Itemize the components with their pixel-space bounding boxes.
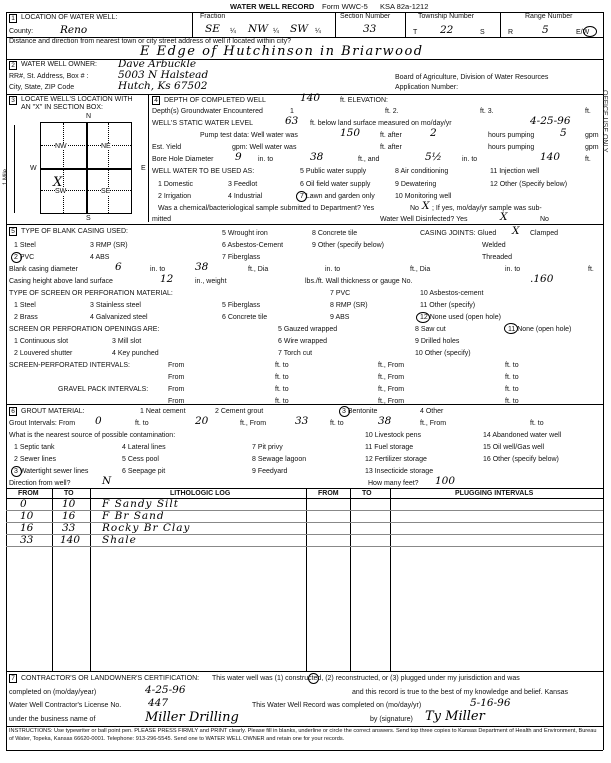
grout-from-1[interactable]: 0 [95,415,102,427]
signature-label: by (signature) [370,716,413,723]
log-header-litho: LITHOLOGIC LOG [170,490,231,497]
screen-11[interactable]: 11 Other (specify) [420,302,476,309]
bore-label: Bore Hole Diameter [152,156,214,163]
section-value[interactable]: 33 [363,23,377,35]
use-5[interactable]: 5 Public water supply [300,168,367,175]
static-date[interactable]: 4-25-96 [530,115,571,127]
source-11[interactable]: 11 Fuel storage [365,444,414,451]
address-value[interactable]: 5003 N Halstead [118,69,209,81]
address-label: RR#, St. Address, Box # : [9,73,89,80]
distance-value[interactable]: E Edge of Hutchinson in Briarwood [140,44,424,59]
log-from[interactable]: 16 [20,522,34,534]
ne-label: NE [101,143,111,150]
hours-pumping-1: hours pumping [488,132,535,139]
constructed-circle [308,673,319,684]
log-description[interactable]: F Br Sand [102,510,165,522]
township-s: S [480,29,485,36]
application-number-label: Application Number: [395,84,459,91]
log-header-to-2: TO [362,490,372,497]
direction-label: Direction from well? [9,480,71,487]
opening-1[interactable]: 1 Continuous slot [14,338,69,345]
diameter-label: Blank casing diameter [9,266,78,273]
fraction-1[interactable]: SE [205,23,220,35]
groundwater-label: Depth(s) Groundwater Encountered [152,108,263,115]
casing-9[interactable]: 9 Other (specify below) [312,242,384,249]
section-number-1: 1 [9,14,17,23]
section-number-7: 7 [9,674,17,683]
grout-4[interactable]: 4 Other [420,408,444,415]
height-label: Casing height above land surface [9,278,113,285]
log-from[interactable]: 33 [20,534,34,546]
chem-label: Was a chemical/bacteriological sample submitted to Department? Yes [158,205,375,212]
section-number-3: 3 [9,96,17,105]
openings-label: SCREEN OR PERFORATION OPENINGS ARE: [9,326,160,333]
diameter-in-to: in. to [150,266,166,273]
opening-5[interactable]: 5 Gauzed wrapped [278,326,338,333]
county-value[interactable]: Reno [60,24,88,36]
location-label: LOCATION OF WATER WELL: [21,14,118,21]
se-label: SE [101,188,111,195]
city-label: City, State, ZIP Code [9,84,75,91]
casing-6[interactable]: 6 Asbestos-Cement [222,242,284,249]
pump-hours[interactable]: 2 [430,127,437,139]
bore-ft-and: ft., and [358,156,380,163]
fraction-label: Fraction [200,13,226,20]
grout-ft-to-2: ft. to [330,420,344,427]
casing-4[interactable]: 4 ABS [90,254,110,261]
casing-7[interactable]: 7 Fiberglass [222,254,261,261]
screen-ft-to-1: ft. to [275,362,289,369]
pump-test-label: Pump test data: Well water was [200,132,298,139]
form-title: WATER WELL RECORD [230,2,315,11]
chem-no: No [410,205,419,212]
opening-6[interactable]: 6 Wire wrapped [278,338,328,345]
north-label: N [86,113,92,120]
log-header-from-2: FROM [318,490,339,497]
static-level-label: WELL'S STATIC WATER LEVEL [152,120,254,127]
log-header-from: FROM [18,490,39,497]
county-label: County: [9,28,34,35]
opening-2[interactable]: 2 Louvered shutter [14,350,73,357]
use-4[interactable]: 4 Industrial [228,193,263,200]
gravel-ft-to-4: ft. to [505,398,519,405]
casing-8[interactable]: 8 Concrete tile [312,230,358,237]
depth-value[interactable]: 140 [300,92,321,104]
chem-if: ; If yes, mo/day/yr sample was sub- [432,205,542,212]
source-6[interactable]: 6 Seepage pit [122,468,166,475]
cert-label: CONTRACTOR'S OR LANDOWNER'S CERTIFICATION: [21,675,200,682]
bore-ft: ft. [585,156,591,163]
screen-2[interactable]: 2 Brass [14,314,38,321]
record-text: This Water Well Record was completed on (mo/day/yr) [252,702,422,709]
casing-3[interactable]: 3 RMP (SR) [90,242,128,249]
threaded: Threaded [482,254,512,261]
log-to[interactable]: 10 [62,498,76,510]
grout-intervals-label: Grout Intervals: From [9,420,76,427]
disinfect-x[interactable]: X [500,211,508,223]
gw-3: ft. 3. [480,108,494,115]
gravel-ft-from-1: ft., From [378,386,405,393]
disinfect-no: No [540,216,549,223]
screen-12[interactable]: 12 None used (open hole) [420,314,501,321]
quarter-2: ¼ [273,28,279,35]
casing-5[interactable]: 5 Wrought iron [222,230,268,237]
depth-label: DEPTH OF COMPLETED WELL [164,97,266,104]
source-7[interactable]: 7 Pit privy [252,444,283,451]
completed-value[interactable]: 4-25-96 [145,684,186,696]
source-label: What is the nearest source of possible contamination: [9,432,176,439]
screen-9[interactable]: 9 ABS [330,314,350,321]
screen-1[interactable]: 1 Steel [14,302,36,309]
grout-3-circle [339,406,350,417]
use-10[interactable]: 10 Monitoring well [395,193,452,200]
cert-text: This water well was (1) constructed, (2) reconstructed, or (3) plugged under my jurisdiction and was [212,675,520,682]
section-number-6: 6 [9,407,17,416]
business-value[interactable]: Miller Drilling [145,710,239,725]
gravel-intervals-label: GRAVEL PACK INTERVALS: [58,386,149,393]
source-4[interactable]: 4 Lateral lines [122,444,166,451]
screen-12-circle [416,312,430,323]
screen-label: TYPE OF SCREEN OR PERFORATION MATERIAL: [9,290,173,297]
gravel-from-2: From [168,398,185,405]
opening-11[interactable]: 11 None (open hole) [508,326,572,333]
howmany-label: How many feet? [368,480,419,487]
casing-2[interactable]: 2 PVC [14,254,35,261]
board-label: Board of Agriculture, Division of Water Resources [395,74,549,81]
owner-value[interactable]: Dave Arbuckle [118,58,197,70]
casing-1[interactable]: 1 Steel [14,242,36,249]
disinfect-label: Water Well Disinfected? Yes [380,216,468,223]
license-value[interactable]: 447 [148,697,169,709]
direction-value[interactable]: N [102,475,112,487]
log-from[interactable]: 10 [20,510,34,522]
joints-x[interactable]: X [512,225,520,237]
range-value[interactable]: 5 [542,24,549,36]
diameter-1[interactable]: 6 [115,261,122,273]
true-text: and this record is true to the best of my knowledge and belief. Kansas [352,689,568,696]
yield-gpm-text: gpm: Well water was [232,144,297,151]
source-5[interactable]: 5 Cess pool [122,456,159,463]
license-label: Water Well Contractor's License No. [9,702,122,709]
screen-from-1: From [168,362,185,369]
diameter-ft-dia-1: ft., Dia [248,266,269,273]
use-7-circle [296,191,307,202]
source-1[interactable]: 1 Septic tank [14,444,55,451]
gravel-ft-to-3: ft. to [275,398,289,405]
section-number-5: 5 [9,227,17,236]
range-e-circle [583,26,597,37]
pump-after: ft. after [380,132,402,139]
location-mark[interactable]: X [53,175,63,190]
screen-10[interactable]: 10 Asbestos-cement [420,290,484,297]
diameter-to[interactable]: 38 [195,261,209,273]
static-level-value[interactable]: 63 [285,115,299,127]
source-15[interactable]: 15 Oil well/Gas well [483,444,545,451]
log-description[interactable]: Shale [102,534,137,546]
south-label: S [86,215,91,222]
weight-text: lbs./ft. Wall thickness or gauge No. [305,278,413,285]
section-number-4: 4 [152,96,160,105]
bore-in-to: in. to [258,156,274,163]
section-number-label: Section Number [340,13,391,20]
use-label: WELL WATER TO BE USED AS: [152,168,255,175]
yield-after: ft. after [380,144,402,151]
grout-ft-from-1: ft., From [240,420,267,427]
distance-label: Distance and direction from nearest town or city street address of well if located within city? [9,38,292,45]
log-header-to: TO [64,490,74,497]
use-8[interactable]: 8 Air conditioning [395,168,449,175]
opening-4[interactable]: 4 Key punched [112,350,159,357]
screen-4[interactable]: 4 Galvanized steel [90,314,148,321]
screen-ft-from-1: ft., From [378,362,405,369]
bore-to-2[interactable]: 140 [540,151,561,163]
fraction-3[interactable]: SW [290,23,308,35]
clamped: Clamped [530,230,559,237]
chem-x[interactable]: X [422,200,430,212]
casing-label: TYPE OF BLANK CASING USED: [21,228,128,235]
use-2[interactable]: 2 Irrigation [158,193,192,200]
grout-1[interactable]: 1 Neat cement [140,408,186,415]
source-8[interactable]: 8 Sewage lagoon [252,456,307,463]
gravel-ft-from-2: ft., From [378,398,405,405]
bore-in-to-2: in. to [462,156,478,163]
use-1[interactable]: 1 Domestic [158,181,194,188]
howmany-value[interactable]: 100 [435,475,456,487]
record-date[interactable]: 5-16-96 [470,697,511,709]
grout-label: GROUT MATERIAL: [21,408,85,415]
joints-label: CASING JOINTS: Glued [420,230,497,237]
source-2[interactable]: 2 Sewer lines [14,456,57,463]
screen-5[interactable]: 5 Fiberglass [222,302,261,309]
source-14[interactable]: 14 Abandoned water well [483,432,562,439]
hours-pumping-2: hours pumping [488,144,535,151]
source-3-circle [11,466,22,477]
use-3[interactable]: 3 Feedlot [228,181,258,188]
opening-10[interactable]: 10 Other (specify) [415,350,471,357]
gauge-value[interactable]: .160 [530,273,554,285]
gravel-from-1: From [168,386,185,393]
bore-1[interactable]: 9 [235,151,242,163]
nw-label: NW [55,143,67,150]
fraction-2[interactable]: NW [248,23,268,35]
welded: Welded [482,242,506,249]
screen-ft-to-3: ft. to [275,374,289,381]
log-header-plugging: PLUGGING INTERVALS [455,490,534,497]
screen-ft-to-4: ft. to [505,374,519,381]
height-value[interactable]: 12 [160,273,174,285]
quarter-3: ¼ [315,28,321,35]
grout-to-2[interactable]: 38 [378,415,392,427]
township-value[interactable]: 22 [440,24,454,36]
bore-to-1[interactable]: 38 [310,151,324,163]
completed-label: completed on (mo/day/year) [9,689,97,696]
grout-ft-to-1: ft. to [135,420,149,427]
range-ew: E/W [576,29,590,36]
gw-ft: ft. [585,108,591,115]
instructions-text: INSTRUCTIONS: Use typewriter or ball point pen. PLEASE PRESS FIRMLY and PRINT clearly. Please fill in blanks, underline or circle the correct answers. Send top three copies to Kansas Department of Health and Environment, Bureau of Water, Topeka, Kansas 66620-0001. Telephone: 913-296-5545. Send one to WATER WELL OWNER and retain one for your records. [9,728,597,742]
diameter-in-to-2: in. to [325,266,341,273]
diameter-in-to-3: in. to [505,266,521,273]
opening-11-circle [504,323,518,334]
one-mile-label: 1 Mile [3,168,9,185]
grout-3[interactable]: 3 Bentonite [342,408,378,415]
use-7[interactable]: 7 Lawn and garden only [300,193,375,200]
diameter-ft-dia-2: ft., Dia [410,266,431,273]
use-9[interactable]: 9 Dewatering [395,181,437,188]
west-label: W [30,165,37,172]
gpm-1: gpm [585,132,599,139]
screen-8[interactable]: 8 RMP (SR) [330,302,368,309]
height-in: in., weight [195,278,227,285]
east-label: E [141,165,146,172]
owner-label: WATER WELL OWNER: [21,61,97,68]
source-12[interactable]: 12 Fertilizer storage [365,456,427,463]
opening-7[interactable]: 7 Torch cut [278,350,313,357]
source-9[interactable]: 9 Feedyard [252,468,288,475]
use-12[interactable]: 12 Other (Specify below) [490,181,568,188]
quarter-1: ¼ [230,28,236,35]
township-t: T [413,29,418,36]
section-number-2: 2 [9,61,17,70]
township-label: Township Number [418,13,475,20]
opening-9[interactable]: 9 Drilled holes [415,338,460,345]
log-to[interactable]: 33 [62,522,76,534]
opening-3[interactable]: 3 Mill slot [112,338,142,345]
source-16[interactable]: 16 Other (specify below) [483,456,559,463]
bore-2[interactable]: 5½ [425,151,442,163]
screen-intervals-label: SCREEN-PERFORATED INTERVALS: [9,362,130,369]
elevation-label: ft. ELEVATION: [340,97,388,104]
gravel-ft-to-1: ft. to [275,386,289,393]
form-number: Form WWC-5 [322,2,368,11]
screen-ft-to-2: ft. to [505,362,519,369]
casing-2-circle [11,252,22,263]
diameter-ft: ft. [588,266,594,273]
use-6[interactable]: 6 Oil field water supply [300,181,371,188]
locate-label: LOCATE WELL'S LOCATION WITH AN "X" IN SECTION BOX: [21,96,133,111]
source-3[interactable]: 3 Watertight sewer lines [14,468,89,475]
log-description[interactable]: F Sandy Silt [102,498,179,510]
pump-gpm[interactable]: 5 [560,127,567,139]
office-use-label: OFFICE USE ONLY [601,90,608,153]
grout-2[interactable]: 2 Cement grout [215,408,264,415]
grout-to-1[interactable]: 20 [195,415,209,427]
use-11[interactable]: 11 Injection well [490,168,540,175]
range-label: Range Number [525,13,573,20]
screen-7[interactable]: 7 PVC [330,290,351,297]
range-r: R [508,29,514,36]
log-from[interactable]: 0 [20,498,27,510]
log-to[interactable]: 140 [60,534,81,546]
log-description[interactable]: Rocky Br Clay [102,522,191,534]
sw-label: SW [55,188,67,195]
gw-2: ft. 2. [385,108,399,115]
yield-label: Est. Yield [152,144,182,151]
screen-6[interactable]: 6 Concrete tile [222,314,268,321]
screen-from-2: From [168,374,185,381]
grout-from-2[interactable]: 33 [295,415,309,427]
mitted: mitted [152,216,172,223]
gravel-ft-to-2: ft. to [505,386,519,393]
signature-value[interactable]: Ty Miller [425,709,485,724]
log-to[interactable]: 16 [62,510,76,522]
section-grid [40,122,132,214]
static-level-text: ft. below land surface measured on mo/day/yr [310,120,452,127]
pump-ww-value[interactable]: 150 [340,127,361,139]
ksa-number: KSA 82a-1212 [380,2,429,11]
grout-ft-to-3: ft. to [530,420,544,427]
city-value[interactable]: Hutch, Ks 67502 [118,80,208,92]
grout-ft-from-2: ft., From [420,420,447,427]
screen-ft-from-2: ft., From [378,374,405,381]
opening-8[interactable]: 8 Saw cut [415,326,446,333]
source-10[interactable]: 10 Livestock pens [365,432,422,439]
gpm-2: gpm [585,144,599,151]
source-13[interactable]: 13 Insecticide storage [365,468,434,475]
gw-1: 1 [290,108,294,115]
business-label: under the business name of [9,716,96,723]
screen-3[interactable]: 3 Stainless steel [90,302,141,309]
